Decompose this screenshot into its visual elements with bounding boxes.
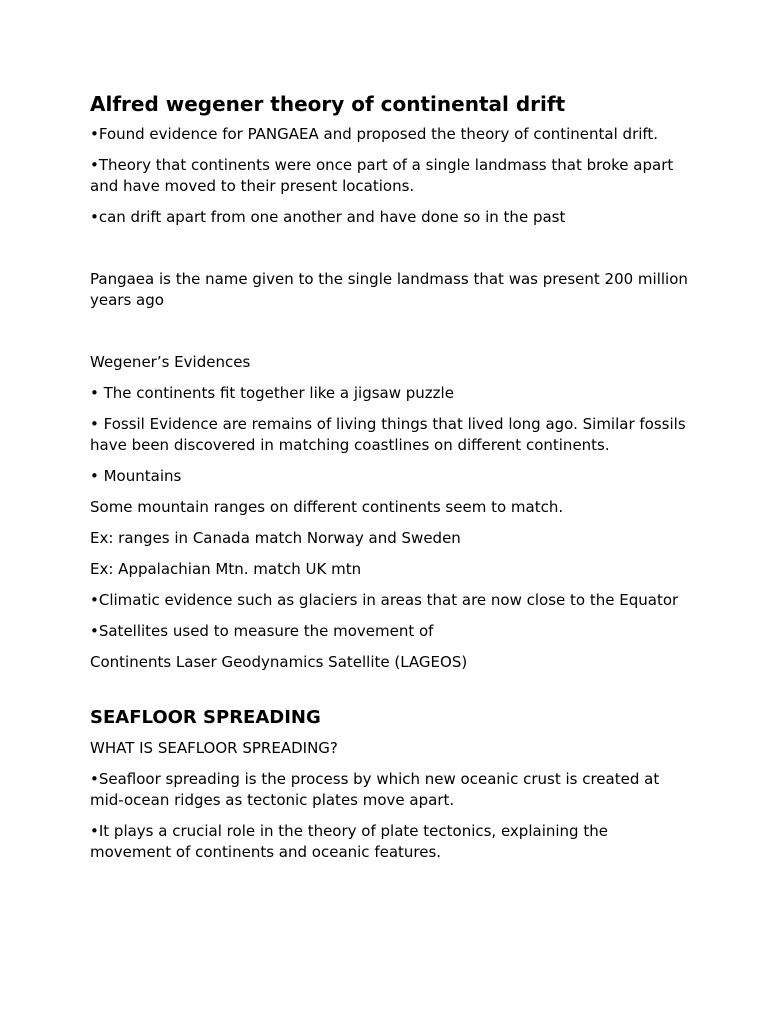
mountains-match-text: Some mountain ranges on different continents seem to match. [90, 498, 564, 516]
mountains-example-canada: Ex: ranges in Canada match Norway and Sweden [90, 529, 461, 547]
spacer [90, 683, 690, 706]
spacer [90, 238, 690, 269]
bullet-plate-tectonics-role: •It plays a crucial role in the theory of plate tectonics, explaining the movement of continents and oceanic features. [90, 822, 613, 861]
seafloor-question: WHAT IS SEAFLOOR SPREADING? [90, 739, 338, 757]
document-page [90, 90, 693, 873]
lageos-text: Continents Laser Geodynamics Satellite (LAGEOS) [90, 653, 468, 671]
bullet-seafloor-definition: •Seafloor spreading is the process by which new oceanic crust is created at mid-ocean ridges as tectonic plates move apart. [90, 770, 664, 809]
evidence-satellites: •Satellites used to measure the movement of [90, 622, 434, 640]
bullet-drift-apart: •can drift apart from one another and have done so in the past [90, 208, 566, 226]
evidence-climatic: •Climatic evidence such as glaciers in areas that are now close to the Equator [90, 591, 679, 609]
spacer [90, 321, 690, 352]
evidence-jigsaw: • The continents fit together like a jigsaw puzzle [90, 384, 454, 402]
section-title-continental-drift: Alfred wegener theory of continental drift [90, 92, 566, 116]
evidences-heading: Wegener’s Evidences [90, 353, 251, 371]
mountains-example-appalachian: Ex: Appalachian Mtn. match UK mtn [90, 560, 362, 578]
bullet-pangaea-evidence: •Found evidence for PANGAEA and proposed the theory of continental drift. [90, 125, 659, 143]
evidence-mountains: • Mountains [90, 467, 182, 485]
pangaea-definition: Pangaea is the name given to the single landmass that was present 200 million years ago [90, 270, 693, 309]
bullet-single-landmass: •Theory that continents were once part of a single landmass that broke apart and have moved to their present locations. [90, 156, 679, 195]
evidence-fossil: • Fossil Evidence are remains of living things that lived long ago. Similar fossils have been discovered in matching coastlines on different continents. [90, 415, 691, 454]
section-title-seafloor-spreading: SEAFLOOR SPREADING [90, 707, 321, 728]
